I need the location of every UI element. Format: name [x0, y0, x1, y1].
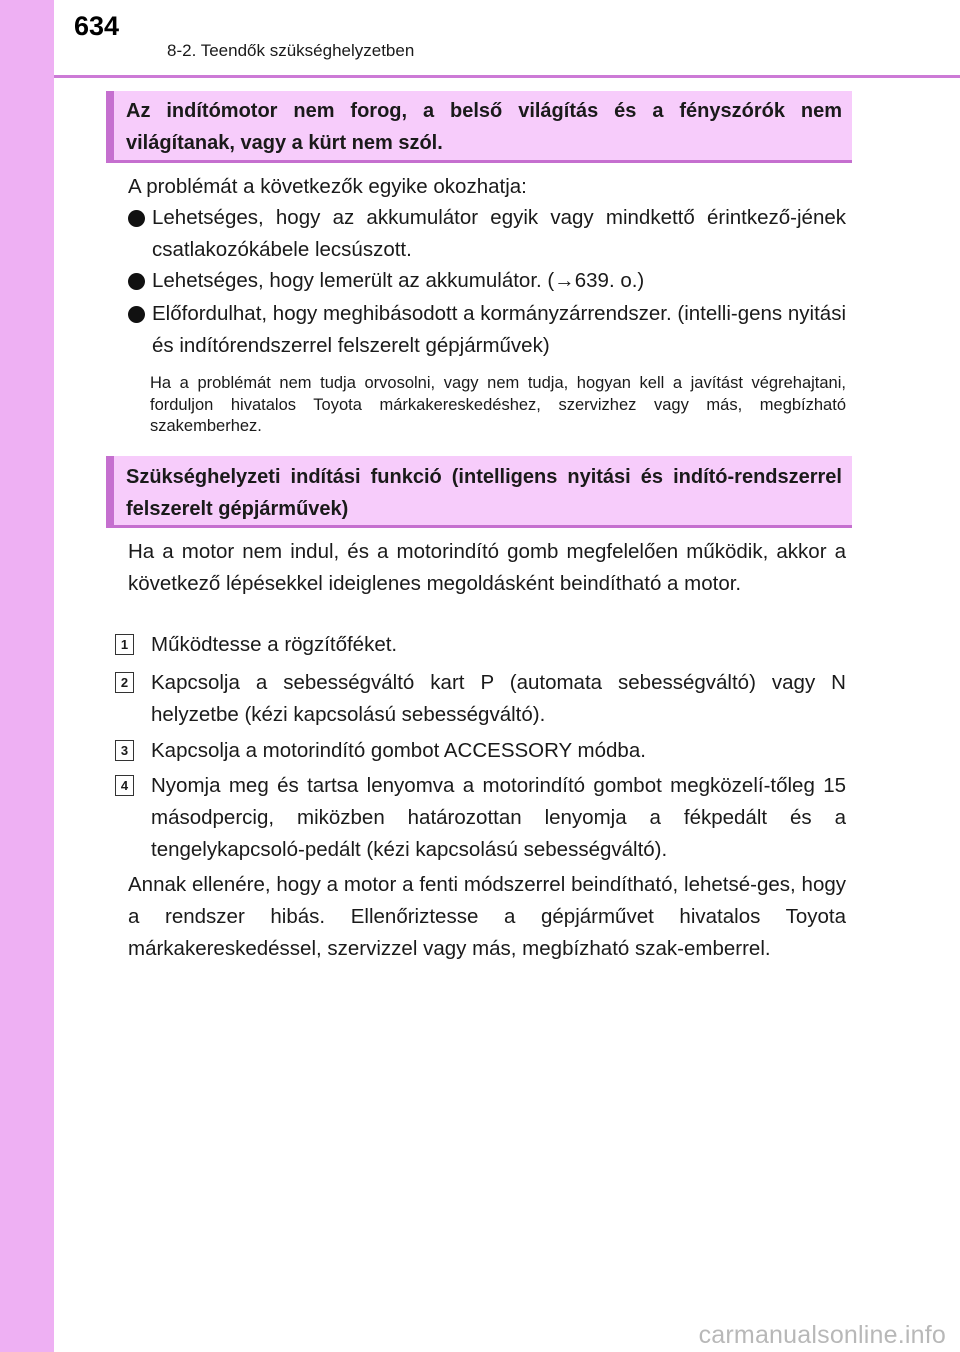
bullet-icon [128, 306, 145, 323]
section2-outro: Annak ellenére, hogy a motor a fenti módszerrel beindítható, lehetsé-ges, hogy a rendszer hibás. Ellenőriztesse a gépjárművet hivatalos Toyota márkakereskedéssel, szervizzel vagy más, megbízható szak-emberrel. [128, 873, 846, 960]
step-item [115, 770, 846, 866]
section1-intro: A problémát a következők egyike okozhatja: [128, 175, 527, 198]
page-number: 634 [74, 11, 120, 41]
bullet-text: Előfordulhat, hogy meghibásodott a kormányzárrendszer. (intelli-gens nyitási és indítórendszerrel felszerelt gépjárművek) [152, 302, 846, 357]
side-tab [0, 0, 54, 1352]
bullet-text: Lehetséges, hogy az akkumulátor egyik vagy mindkettő érintkező-jének csatlakozókábele lecsúszott. [152, 206, 846, 261]
step-text: Kapcsolja a motorindító gombot ACCESSORY módba. [151, 739, 646, 762]
step-number: 3 [115, 740, 134, 761]
step-item [115, 629, 846, 661]
bullet-text: Lehetséges, hogy lemerült az akkumulátor. (→639. o.) [152, 269, 645, 292]
section-heading-2 [106, 456, 852, 528]
chapter-title: 8-2. Teendők szükséghelyzetben [167, 41, 415, 60]
section2-intro: Ha a motor nem indul, és a motorindító gomb megfelelően működik, akkor a következő lépésekkel ideiglenes megoldásként beindítható a motor. [128, 540, 846, 595]
step-text: Működtesse a rögzítőféket. [151, 633, 398, 656]
list-item [128, 298, 846, 362]
step-text: Nyomja meg és tartsa lenyomva a motorindító gombot megközelí-tőleg 15 másodpercig, miközben határozottan lenyomja a fékpedált és a tengelykapcsoló-pedált (kézi kapcsolású sebességváltó). [151, 774, 846, 861]
step-number: 4 [115, 775, 134, 796]
list-item [128, 202, 846, 266]
step-number: 2 [115, 672, 134, 693]
watermark: carmanualsonline.info [698, 1321, 946, 1349]
header-divider [54, 75, 960, 78]
step-item [115, 735, 846, 767]
list-item [128, 265, 846, 297]
step-number: 1 [115, 634, 134, 655]
section-title-2: Szükséghelyzeti indítási funkció (intelligens nyitási és indító-rendszerrel felszerelt gépjárművek) [126, 466, 842, 520]
step-text: Kapcsolja a sebességváltó kart P (automata sebességváltó) vagy N helyzetbe (kézi kapcsolású sebességváltó). [151, 671, 846, 726]
note-text: Ha a problémát nem tudja orvosolni, vagy nem tudja, hogyan kell a javítást végrehajtani, forduljon hivatalos Toyota márkakereskedéshez, szervizhez vagy más, megbízható szakemberhez. [150, 374, 846, 435]
bullet-icon [128, 273, 145, 290]
section-title-1: Az indítómotor nem forog, a belső világítás és a fényszórók nem világítanak, vagy a kürt nem szól. [126, 100, 842, 154]
step-item [115, 667, 846, 731]
section-heading-1 [106, 91, 852, 163]
bullet-icon [128, 210, 145, 227]
